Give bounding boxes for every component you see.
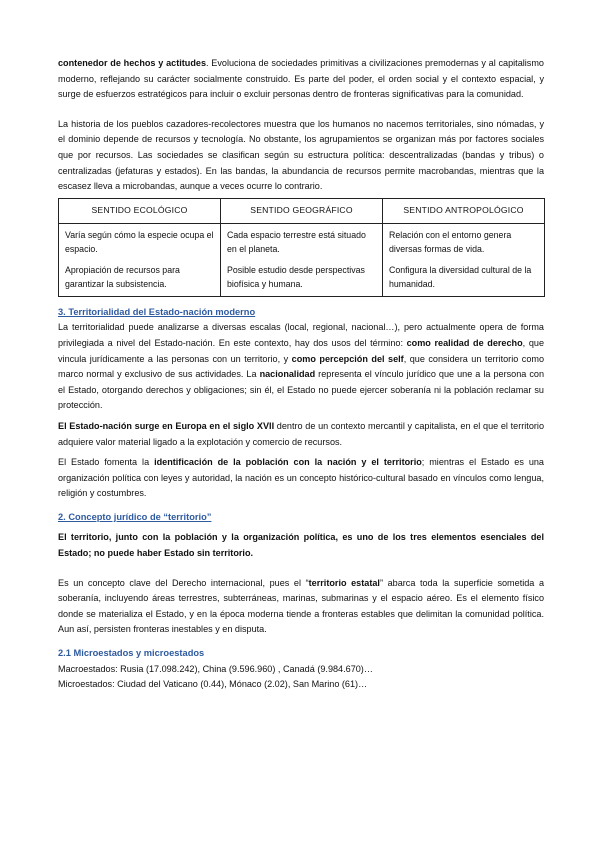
table-header-geografico: SENTIDO GEOGRÁFICO (221, 198, 383, 223)
table-cell-antropologico: Relación con el entorno genera diversas formas de vida. Configura la diversidad cultural de la humanidad. (383, 223, 545, 296)
paragraph-territorio-definicion: El territorio, junto con la población y la organización política, es uno de los tres elementos esenciales del Estado; no puede haber Estado sin territorio. (58, 532, 544, 559)
senses-table (58, 198, 545, 297)
paragraph-territorialidad: La territorialidad puede analizarse a diversas escalas (local, regional, nacional…), pero actualmente opera de forma privilegiada a nivel del Estado-nación. En este contexto, hay dos usos del término: como realidad de derecho, que vincula jurídicamente a las personas con un territorio, y como percepción del self, que considera un territorio como marco normal y exclusivo de sus actividades. La nacionalidad representa el vínculo jurídico que une a la persona con el Estado, otorgando derechos y obligaciones; sin él, el Estado no puede ejercer soberanía ni la población reclamar su protección. (58, 322, 545, 411)
table-cell-ecologico: Varía según cómo la especie ocupa el espacio. Apropiación de recursos para garantizar la subsistencia. (59, 223, 221, 296)
table-header-antropologico: SENTIDO ANTROPOLÓGICO (383, 198, 545, 223)
paragraph-intro-continued: contenedor de hechos y actitudes. Evoluciona de sociedades primitivas a civilizaciones premodernas y al capitalismo moderno, reflejando su carácter socialmente construido. Es parte del poder, el orden social y el contexto espacial, y surge de esfuerzos estratégicos para incluir o excluir personas dentro de fronteras significativas para la comunidad. (58, 58, 544, 100)
section-heading-2: 2. Concepto jurídico de “territorio” (58, 511, 212, 522)
table-header-row (59, 198, 545, 223)
section-heading-3: 3. Territorialidad del Estado-nación moderno (58, 306, 256, 317)
section-heading-2-1: 2.1 Microestados y microestados (58, 648, 205, 659)
bold-phrase: contenedor de hechos y actitudes (58, 58, 206, 68)
table-header-ecologico: SENTIDO ECOLÓGICO (59, 198, 221, 223)
table-cell-geografico: Cada espacio terrestre está situado en el planeta. Posible estudio desde perspectivas biofísica y humana. (221, 223, 383, 296)
table-row (59, 223, 545, 296)
line-macroestados: Macroestados: Rusia (17.098.242), China (9.596.960) , Canadá (9.984.670)… (58, 663, 373, 674)
paragraph-estado-nacion-origen: El Estado-nación surge en Europa en el siglo XVII dentro de un contexto mercantil y capitalista, en el que el territorio adquiere valor material ligado a la explotación y comercio de recursos. (58, 420, 544, 447)
line-microestados: Microestados: Ciudad del Vaticano (0.44), Mónaco (2.02), San Marino (61)… (58, 679, 368, 690)
paragraph-hunter-gatherers: La historia de los pueblos cazadores-recolectores muestra que los humanos no nacemos territoriales, sino nómadas, y el dominio depende de recursos y tecnología. No obstante, los agrupamientos se organizan más por factores sociales que por recursos. Las sociedades se clasifican según su estructura política: descentralizadas (bandas y tribus) o centralizadas (jefaturas y estados). En las bandas, la abundancia de recursos permite macrobandas, mientras que la escasez lleva a microbandas, aunque a veces ocurre lo contrario. (58, 118, 544, 192)
document-page (58, 56, 544, 693)
paragraph-derecho-internacional: Es un concepto clave del Derecho internacional, pues el “territorio estatal” abarca toda la superficie sometida a soberanía, incluyendo áreas terrestres, subterráneas, marinas, submarinas y el espacio aéreo. Es el elemento físico donde se materializa el Estado, y en la época moderna tiende a fronteras estables que delimitan la comunidad política. Aun así, persisten fronteras inestables y en disputa. (58, 577, 545, 635)
paragraph-identificacion: El Estado fomenta la identificación de la población con la nación y el territorio; mientras el Estado es una organización política con leyes y autoridad, la nación es un concepto histórico-cultural basado en vínculos como lengua, religión y costumbres. (58, 457, 544, 499)
